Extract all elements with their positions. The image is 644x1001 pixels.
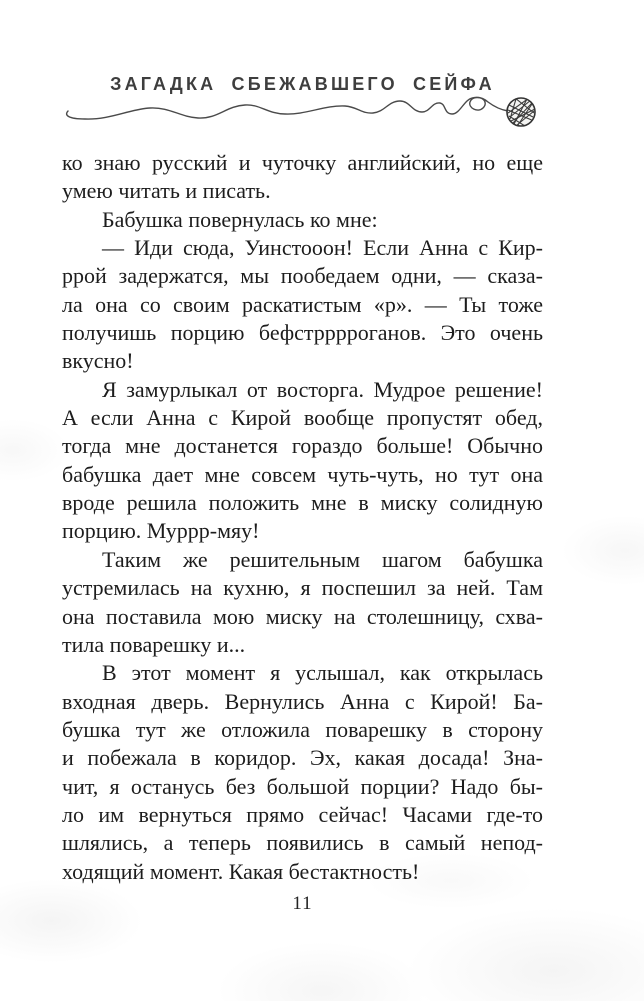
text-line: тила поварешку и... [62,631,246,657]
yarn-squiggle-decoration [40,90,550,140]
chapter-header-title: ЗАГАДКА СБЕЖАВШЕГО СЕЙФА [110,74,495,94]
text-line: — Иди сюда, Уинстооон! Если Анна с Кир- [102,235,543,261]
thread-line [67,97,508,119]
text-line: вкусно! [62,348,134,374]
text-line: ходящий момент. Какая бестактность! [62,858,420,884]
text-line: Я замурлыкал от восторга. Мудрое решение! [102,376,543,402]
text-line: входная дверь. Вернулись Анна с Кирой! Ба- [62,688,543,714]
text-line: Таким же решительным шагом бабушка [102,546,543,572]
text-line: А если Анна с Кирой вообще пропустят обед, [62,405,543,431]
text-line: и побежала в коридор. Эх, какая досада! Зна- [62,745,543,771]
text-line: порцию. Муррр-мяу! [62,518,260,544]
text-line: бушка тут же отложила поварешку в сторону [62,716,543,742]
text-block [62,149,543,886]
text-line: ла она со своим раскатистым «р». — Ты тоже [62,291,543,317]
page-number: 11 [292,893,313,914]
text-line: шлялись, а теперь появились в самый непод- [62,830,543,856]
text-line: получишь порцию бефстрррроганов. Это очень [62,320,543,346]
text-line: она поставила мою миску на столешницу, схва- [62,603,543,629]
text-line: ррой задержатся, мы пообедаем одни, — сказа- [62,263,543,289]
text-line: бабушка дает мне совсем чуть-чуть, но тут она [62,461,543,487]
text-line: Бабушка повернулась ко мне: [102,206,378,232]
text-line: умею читать и писать. [62,178,271,204]
text-line: ло им вернуться прямо сейчас! Часами где-то [62,801,543,827]
text-line: устремилась на кухню, я поспешил за ней. Там [62,575,543,601]
text-line: чит, я останусь без большой порции? Надо бы- [62,773,543,799]
text-line: В этот момент я услышал, как открылась [102,660,543,686]
text-line: тогда мне достанется гораздо больше! Обычно [62,433,543,459]
text-line: ко знаю русский и чуточку английский, но еще [62,150,543,175]
yarn-ball-icon [507,98,535,126]
text-line: вроде решила положить мне в миску солидную [62,490,543,516]
